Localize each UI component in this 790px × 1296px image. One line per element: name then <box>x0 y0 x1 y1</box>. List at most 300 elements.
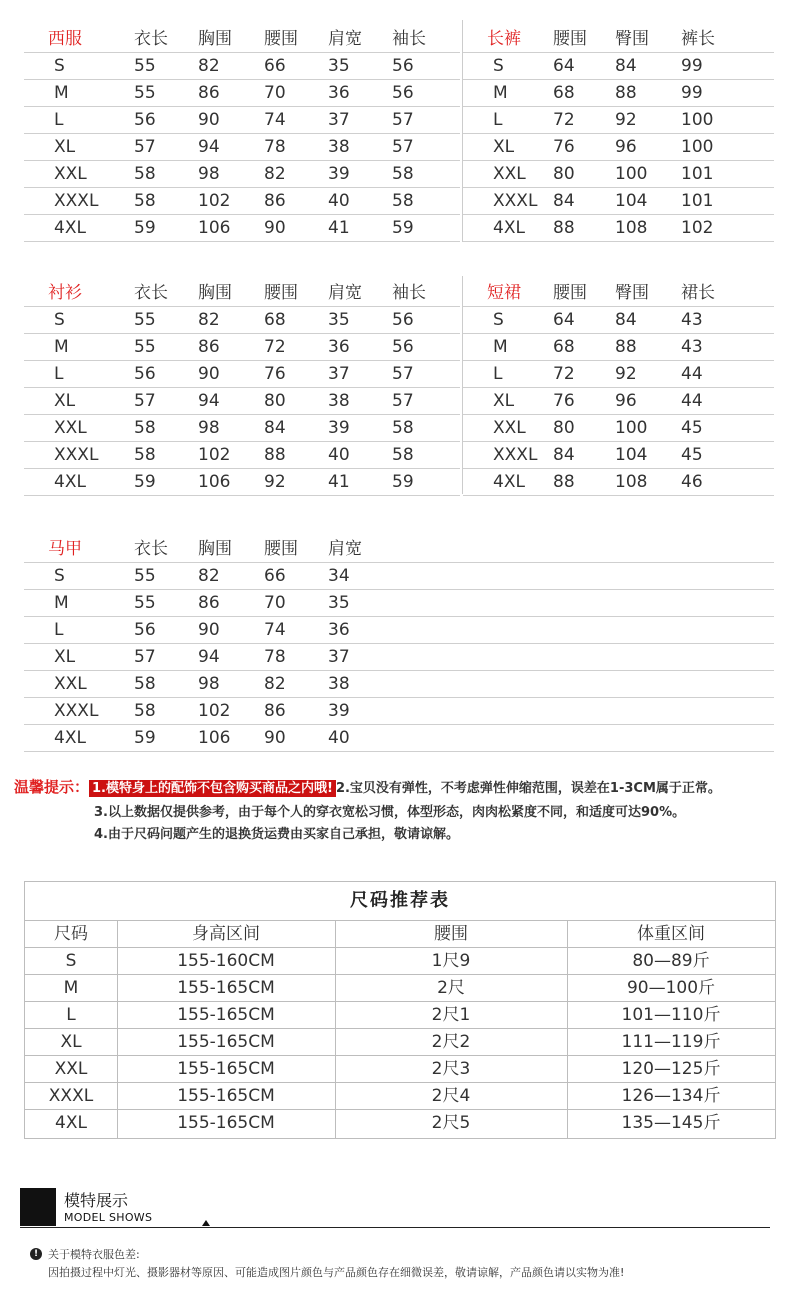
size-table-column-header: 衣长 <box>134 283 168 303</box>
size-value: 35 <box>328 310 350 330</box>
recommendation-cell: 2尺1 <box>431 1005 471 1025</box>
size-value: 68 <box>553 83 575 103</box>
size-value: 82 <box>198 566 220 586</box>
size-value: 76 <box>264 364 286 384</box>
recommendation-column-header: 尺码 <box>54 924 88 944</box>
size-table-column-header: 衣长 <box>134 29 168 49</box>
table-divider <box>462 20 463 242</box>
size-value: 90 <box>198 620 220 640</box>
size-table-header <box>24 26 460 53</box>
size-value: 59 <box>134 218 156 238</box>
recommendation-cell: XXXL <box>48 1086 94 1106</box>
size-value: 102 <box>198 701 231 721</box>
size-table-header <box>463 280 774 307</box>
size-value: 35 <box>328 56 350 76</box>
recommendation-cell: 2尺2 <box>431 1032 471 1052</box>
size-label: L <box>54 364 64 384</box>
size-value: 57 <box>134 137 156 157</box>
note-line-1 <box>14 776 721 798</box>
size-value: 80 <box>264 391 286 411</box>
size-table-column-header: 裙长 <box>681 283 715 303</box>
note-2-text: 3.以上数据仅提供参考，由于每个人的穿衣宽松习惯，体型形态，肉肉松紧度不同，和适度可达90%。 <box>94 805 686 820</box>
note-1-rest: 2.宝贝没有弹性，不考虑弹性伸缩范围，误差在1-3CM属于正常。 <box>335 781 721 796</box>
size-value: 56 <box>134 110 156 130</box>
size-value: 74 <box>264 110 286 130</box>
size-value: 94 <box>198 391 220 411</box>
size-label: XXL <box>54 418 87 438</box>
size-value: 64 <box>553 56 575 76</box>
color-diff-body: 因拍摄过程中灯光、摄影器材等原因、可能造成图片颜色与产品颜色存在细微误差，敬请谅解，产品颜色请以实物为准! <box>48 1266 625 1279</box>
size-value: 59 <box>134 472 156 492</box>
size-table-category: 马甲 <box>48 539 82 559</box>
recommendation-title: 尺码推荐表 <box>25 882 775 921</box>
size-value: 84 <box>553 191 575 211</box>
size-label: XXXL <box>54 445 99 465</box>
size-label: L <box>493 364 503 384</box>
recommendation-cell: 80—89斤 <box>632 951 710 971</box>
size-value: 41 <box>328 218 350 238</box>
size-value: 90 <box>264 218 286 238</box>
size-value: 104 <box>615 191 648 211</box>
size-value: 57 <box>392 391 414 411</box>
recommendation-cell: 126—134斤 <box>621 1086 721 1106</box>
size-label: XL <box>54 647 76 667</box>
size-value: 58 <box>134 701 156 721</box>
exclamation-icon: ! <box>30 1248 42 1260</box>
size-table-row <box>24 644 774 671</box>
recommendation-row <box>25 1083 775 1110</box>
size-value: 96 <box>615 391 637 411</box>
recommendation-cell: 155-165CM <box>177 1113 275 1133</box>
size-value: 58 <box>392 418 414 438</box>
size-value: 38 <box>328 137 350 157</box>
model-shows-divider <box>20 1227 770 1228</box>
size-label: XL <box>54 137 76 157</box>
size-value: 55 <box>134 310 156 330</box>
recommendation-cell: 4XL <box>55 1113 87 1133</box>
recommendation-cell: M <box>63 978 79 998</box>
size-table-column-header: 胸围 <box>198 539 232 559</box>
recommendation-cell: 155-165CM <box>177 978 275 998</box>
size-value: 88 <box>264 445 286 465</box>
size-value: 57 <box>392 137 414 157</box>
size-value: 58 <box>134 418 156 438</box>
size-label: M <box>54 337 69 357</box>
size-table-row <box>463 161 774 188</box>
size-value: 84 <box>615 310 637 330</box>
size-label: L <box>54 110 64 130</box>
size-label: XL <box>54 391 76 411</box>
size-table-column-header: 袖长 <box>392 283 426 303</box>
size-value: 86 <box>198 337 220 357</box>
size-label: 4XL <box>54 728 86 748</box>
size-table-column-header: 腰围 <box>553 29 587 49</box>
size-value: 40 <box>328 728 350 748</box>
recommendation-row <box>25 1002 775 1029</box>
size-value: 84 <box>264 418 286 438</box>
size-label: M <box>54 83 69 103</box>
size-value: 70 <box>264 83 286 103</box>
size-value: 92 <box>615 110 637 130</box>
size-value: 76 <box>553 391 575 411</box>
size-value: 78 <box>264 137 286 157</box>
size-label: 4XL <box>493 472 525 492</box>
size-value: 68 <box>553 337 575 357</box>
size-value: 84 <box>615 56 637 76</box>
size-table-row <box>463 107 774 134</box>
notes-highlight: 1.模特身上的配饰不包含购买商品之内哦! <box>89 780 336 797</box>
recommendation-cell: 2尺 <box>437 978 465 998</box>
size-table-column-header: 腰围 <box>264 283 298 303</box>
size-label: 4XL <box>54 472 86 492</box>
recommendation-row <box>25 1029 775 1056</box>
size-value: 39 <box>328 701 350 721</box>
size-table-column-header: 肩宽 <box>328 539 362 559</box>
size-table-category: 西服 <box>48 29 82 49</box>
size-value: 57 <box>392 110 414 130</box>
size-table-column-header: 腰围 <box>553 283 587 303</box>
recommendation-header-row <box>25 921 775 948</box>
recommendation-column-header: 体重区间 <box>637 924 705 944</box>
size-table-row <box>24 469 460 496</box>
size-value: 59 <box>134 728 156 748</box>
size-value: 57 <box>134 647 156 667</box>
size-value: 66 <box>264 56 286 76</box>
size-table-row <box>463 307 774 334</box>
recommendation-cell: 155-160CM <box>177 951 275 971</box>
size-table-row <box>24 361 460 388</box>
size-table-row <box>24 307 460 334</box>
recommendation-cell: XL <box>60 1032 82 1052</box>
size-table-row <box>463 442 774 469</box>
size-value: 86 <box>264 191 286 211</box>
size-value: 88 <box>553 472 575 492</box>
size-label: XXXL <box>493 445 538 465</box>
recommendation-cell: 1尺9 <box>431 951 471 971</box>
size-value: 56 <box>134 364 156 384</box>
recommendation-cell: 155-165CM <box>177 1032 275 1052</box>
size-value: 100 <box>615 418 648 438</box>
size-value: 36 <box>328 337 350 357</box>
size-label: S <box>493 310 504 330</box>
size-value: 44 <box>681 364 703 384</box>
size-recommendation-table <box>24 881 776 1139</box>
size-value: 55 <box>134 56 156 76</box>
size-table-row <box>24 53 460 80</box>
size-value: 45 <box>681 418 703 438</box>
recommendation-cell: 2尺3 <box>431 1059 471 1079</box>
size-table-row <box>24 388 460 415</box>
size-table-row <box>24 671 774 698</box>
size-table-row <box>463 469 774 496</box>
size-table-row <box>24 188 460 215</box>
size-value: 58 <box>134 674 156 694</box>
size-value: 86 <box>198 83 220 103</box>
size-value: 37 <box>328 110 350 130</box>
size-value: 108 <box>615 472 648 492</box>
recommendation-cell: 120—125斤 <box>621 1059 721 1079</box>
size-table-column-header: 肩宽 <box>328 283 362 303</box>
recommendation-cell: XXL <box>54 1059 88 1079</box>
size-value: 92 <box>615 364 637 384</box>
recommendation-column-header: 身高区间 <box>192 924 260 944</box>
size-value: 40 <box>328 445 350 465</box>
model-shows-title: 模特展示 <box>64 1191 129 1210</box>
size-label: S <box>54 566 65 586</box>
size-label: L <box>54 620 64 640</box>
recommendation-cell: 155-165CM <box>177 1059 275 1079</box>
size-table-row <box>463 134 774 161</box>
size-value: 40 <box>328 191 350 211</box>
size-value: 39 <box>328 164 350 184</box>
size-table-column-header: 臀围 <box>615 283 649 303</box>
size-value: 36 <box>328 620 350 640</box>
size-value: 80 <box>553 164 575 184</box>
size-value: 43 <box>681 337 703 357</box>
size-table-header <box>24 280 460 307</box>
size-value: 74 <box>264 620 286 640</box>
size-value: 56 <box>392 310 414 330</box>
note-3-text: 4.由于尺码问题产生的退换货运费由买家自己承担，敬请谅解。 <box>94 827 459 842</box>
size-value: 55 <box>134 83 156 103</box>
size-value: 82 <box>198 310 220 330</box>
model-shows-subtitle: MODEL SHOWS <box>64 1211 153 1224</box>
size-value: 98 <box>198 418 220 438</box>
note-line-3 <box>94 824 459 846</box>
size-value: 57 <box>392 364 414 384</box>
size-table-column-header: 肩宽 <box>328 29 362 49</box>
recommendation-cell: L <box>66 1005 76 1025</box>
size-value: 72 <box>553 364 575 384</box>
size-table-row <box>463 361 774 388</box>
recommendation-column-header: 腰围 <box>434 924 468 944</box>
size-label: XL <box>493 391 515 411</box>
size-table-row <box>24 698 774 725</box>
size-label: M <box>493 83 508 103</box>
size-table-category: 短裙 <box>487 283 521 303</box>
size-value: 58 <box>392 191 414 211</box>
size-table-column-header: 腰围 <box>264 539 298 559</box>
size-value: 86 <box>198 593 220 613</box>
size-label: S <box>493 56 504 76</box>
size-table-row <box>24 590 774 617</box>
size-label: L <box>493 110 503 130</box>
size-label: S <box>54 310 65 330</box>
size-table-row <box>24 107 460 134</box>
size-value: 99 <box>681 83 703 103</box>
size-table-row <box>24 161 460 188</box>
recommendation-cell: 101—110斤 <box>621 1005 721 1025</box>
size-value: 82 <box>264 674 286 694</box>
notes-prefix: 温馨提示： <box>14 778 90 796</box>
recommendation-row <box>25 975 775 1002</box>
size-value: 58 <box>392 164 414 184</box>
size-value: 82 <box>264 164 286 184</box>
size-value: 36 <box>328 83 350 103</box>
size-value: 68 <box>264 310 286 330</box>
size-table-category: 衬衫 <box>48 283 82 303</box>
recommendation-cell: 111—119斤 <box>621 1032 721 1052</box>
size-value: 70 <box>264 593 286 613</box>
divider-pointer <box>202 1220 210 1226</box>
recommendation-row <box>25 1056 775 1083</box>
size-value: 99 <box>681 56 703 76</box>
size-value: 88 <box>615 83 637 103</box>
size-value: 55 <box>134 566 156 586</box>
size-label: XXXL <box>493 191 538 211</box>
recommendation-cell: 2尺5 <box>431 1113 471 1133</box>
size-value: 98 <box>198 164 220 184</box>
size-table-row <box>24 134 460 161</box>
size-value: 59 <box>392 218 414 238</box>
size-label: 4XL <box>54 218 86 238</box>
recommendation-cell: S <box>65 951 77 971</box>
size-value: 100 <box>681 110 714 130</box>
size-value: 82 <box>198 56 220 76</box>
size-value: 56 <box>392 337 414 357</box>
size-value: 45 <box>681 445 703 465</box>
model-shows-black-box <box>20 1188 56 1226</box>
size-table-row <box>463 415 774 442</box>
size-value: 35 <box>328 593 350 613</box>
size-value: 102 <box>198 191 231 211</box>
size-value: 96 <box>615 137 637 157</box>
size-value: 46 <box>681 472 703 492</box>
size-value: 106 <box>198 728 231 748</box>
size-value: 37 <box>328 364 350 384</box>
size-value: 57 <box>134 391 156 411</box>
size-value: 72 <box>264 337 286 357</box>
size-value: 94 <box>198 137 220 157</box>
size-value: 98 <box>198 674 220 694</box>
size-value: 59 <box>392 472 414 492</box>
size-label: XXL <box>493 418 526 438</box>
size-value: 106 <box>198 218 231 238</box>
note-line-2 <box>94 802 685 824</box>
size-value: 94 <box>198 647 220 667</box>
size-value: 72 <box>553 110 575 130</box>
size-table-column-header: 腰围 <box>264 29 298 49</box>
size-value: 37 <box>328 647 350 667</box>
size-value: 80 <box>553 418 575 438</box>
size-value: 84 <box>553 445 575 465</box>
recommendation-cell: 155-165CM <box>177 1005 275 1025</box>
size-value: 106 <box>198 472 231 492</box>
size-table-row <box>24 617 774 644</box>
size-value: 102 <box>681 218 714 238</box>
size-table-row <box>24 80 460 107</box>
size-table-row <box>24 415 460 442</box>
size-label: M <box>54 593 69 613</box>
size-label: XXL <box>54 164 87 184</box>
recommendation-cell: 135—145斤 <box>621 1113 721 1133</box>
size-value: 100 <box>681 137 714 157</box>
size-value: 43 <box>681 310 703 330</box>
size-value: 58 <box>134 164 156 184</box>
size-table-row <box>24 215 460 242</box>
size-table-row <box>24 334 460 361</box>
size-value: 78 <box>264 647 286 667</box>
size-label: M <box>493 337 508 357</box>
size-table-column-header: 胸围 <box>198 29 232 49</box>
size-value: 90 <box>198 364 220 384</box>
size-table-row <box>24 725 774 752</box>
recommendation-row <box>25 1110 775 1136</box>
size-value: 90 <box>198 110 220 130</box>
size-table-header <box>463 26 774 53</box>
size-table-row <box>24 442 460 469</box>
size-table-header <box>24 536 774 563</box>
size-value: 58 <box>134 191 156 211</box>
size-label: XXXL <box>54 191 99 211</box>
size-value: 104 <box>615 445 648 465</box>
size-label: S <box>54 56 65 76</box>
size-value: 58 <box>134 445 156 465</box>
size-table-row <box>24 563 774 590</box>
size-value: 41 <box>328 472 350 492</box>
size-value: 55 <box>134 593 156 613</box>
size-value: 88 <box>553 218 575 238</box>
size-label: 4XL <box>493 218 525 238</box>
recommendation-row <box>25 948 775 975</box>
size-label: XXL <box>493 164 526 184</box>
size-table-column-header: 袖长 <box>392 29 426 49</box>
size-label: XXXL <box>54 701 99 721</box>
table-divider <box>462 276 463 494</box>
size-label: XXL <box>54 674 87 694</box>
size-table-column-header: 衣长 <box>134 539 168 559</box>
size-value: 108 <box>615 218 648 238</box>
size-table-row <box>463 215 774 242</box>
size-value: 44 <box>681 391 703 411</box>
size-table-row <box>463 334 774 361</box>
color-diff-title: 关于模特衣服色差: <box>48 1248 140 1261</box>
size-value: 34 <box>328 566 350 586</box>
size-value: 102 <box>198 445 231 465</box>
size-table-column-header: 胸围 <box>198 283 232 303</box>
size-value: 76 <box>553 137 575 157</box>
size-value: 38 <box>328 674 350 694</box>
size-value: 86 <box>264 701 286 721</box>
size-label: XL <box>493 137 515 157</box>
size-value: 100 <box>615 164 648 184</box>
size-table-column-header: 臀围 <box>615 29 649 49</box>
size-value: 58 <box>392 445 414 465</box>
size-value: 66 <box>264 566 286 586</box>
size-value: 38 <box>328 391 350 411</box>
size-table-row <box>463 388 774 415</box>
size-table-category: 长裤 <box>487 29 521 49</box>
size-table-column-header: 裤长 <box>681 29 715 49</box>
size-value: 56 <box>392 56 414 76</box>
recommendation-cell: 2尺4 <box>431 1086 471 1106</box>
size-value: 56 <box>134 620 156 640</box>
size-value: 92 <box>264 472 286 492</box>
size-value: 88 <box>615 337 637 357</box>
size-value: 39 <box>328 418 350 438</box>
size-table-row <box>463 80 774 107</box>
size-value: 56 <box>392 83 414 103</box>
size-value: 90 <box>264 728 286 748</box>
recommendation-cell: 90—100斤 <box>626 978 716 998</box>
size-value: 64 <box>553 310 575 330</box>
size-value: 55 <box>134 337 156 357</box>
size-table-row <box>463 53 774 80</box>
size-value: 101 <box>681 191 714 211</box>
recommendation-cell: 155-165CM <box>177 1086 275 1106</box>
size-value: 101 <box>681 164 714 184</box>
size-table-row <box>463 188 774 215</box>
